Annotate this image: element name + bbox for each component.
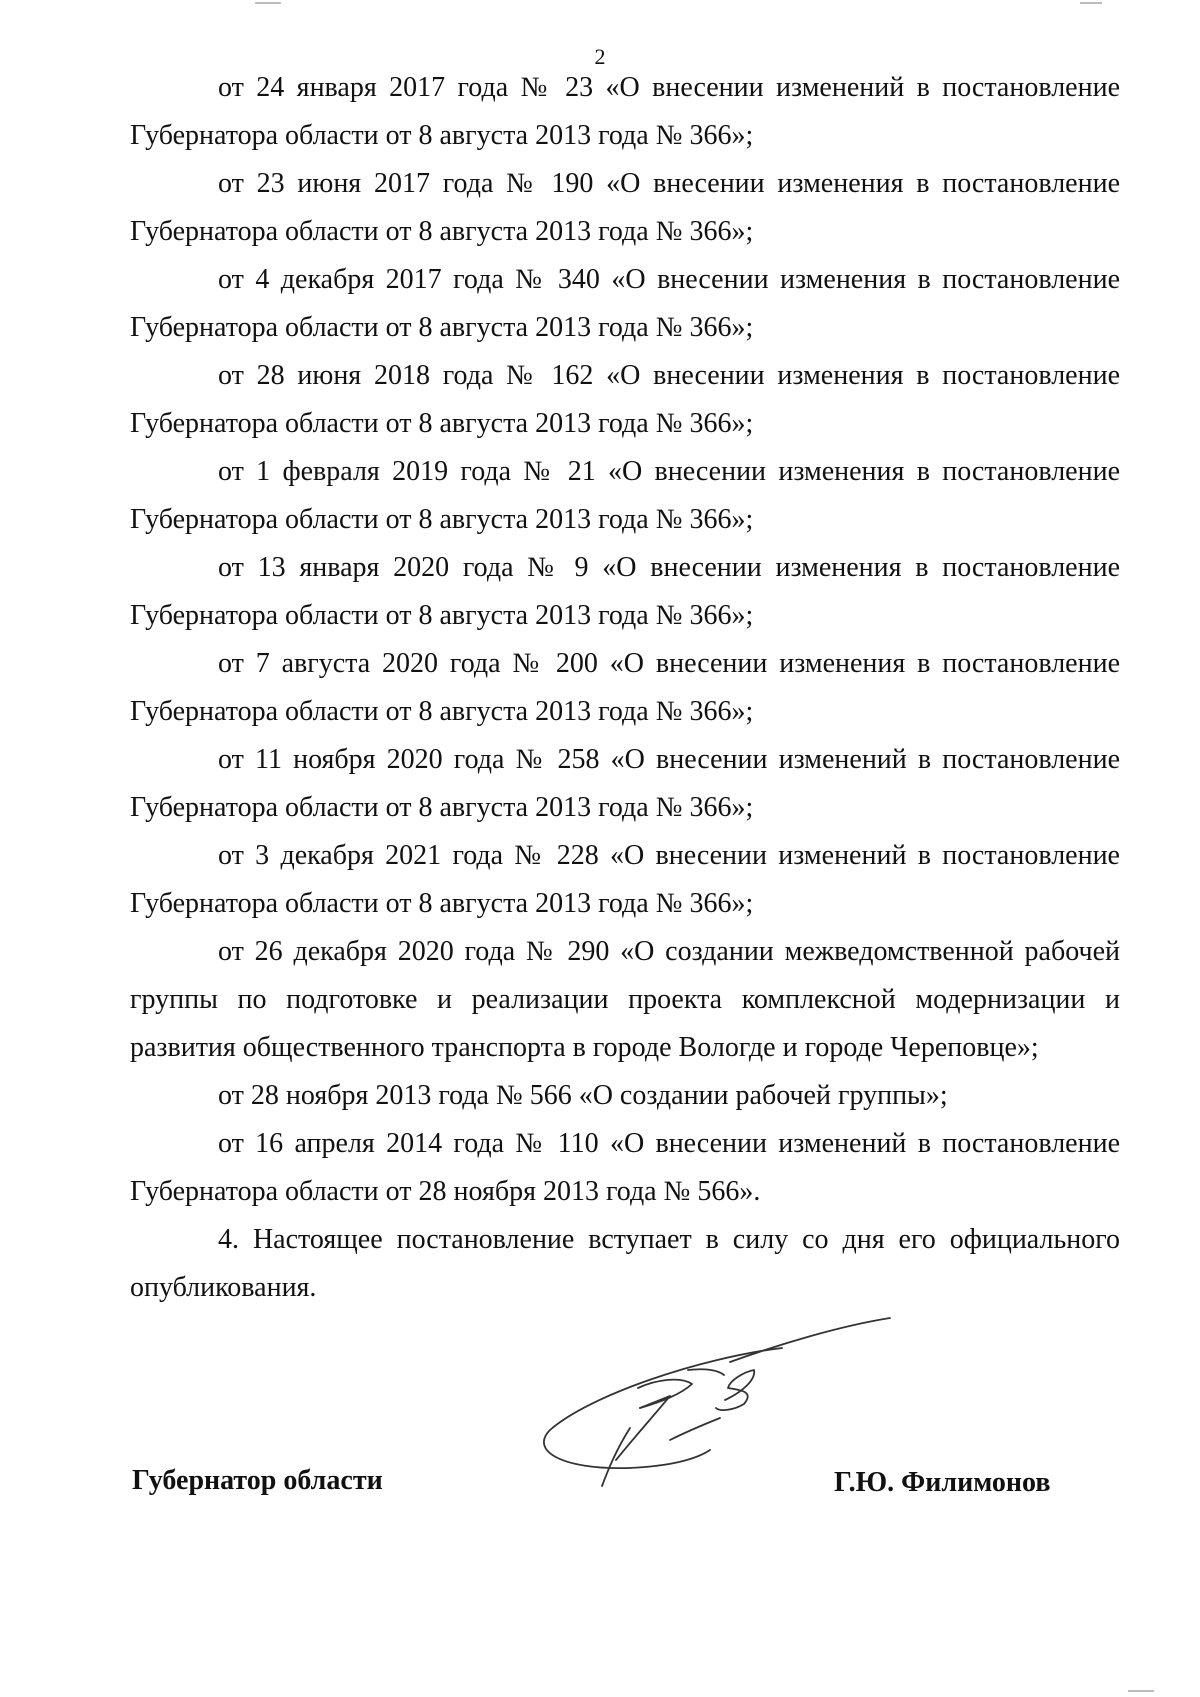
- paragraph: от 4 декабря 2017 года № 340 «О внесении изменения в постановление Губернатора области от 8 августа 2013 года № 366»;: [130, 264, 1120, 343]
- paragraph: от 1 февраля 2019 года № 21 «О внесении изменения в постановление Губернатора области от 8 августа 2013 года № 366»;: [130, 456, 1120, 535]
- paragraph: от 24 января 2017 года № 23 «О внесении изменений в постановление Губернатора области от 8 августа 2013 года № 366»;: [130, 72, 1120, 151]
- paragraph: от 28 ноября 2013 года № 566 «О создании рабочей группы»;: [218, 1080, 948, 1111]
- paragraph: от 16 апреля 2014 года № 110 «О внесении изменений в постановление Губернатора области от 28 ноября 2013 года № 566».: [130, 1128, 1120, 1207]
- page-number: 2: [594, 44, 606, 69]
- paragraph: от 7 августа 2020 года № 200 «О внесении изменения в постановление Губернатора области от 8 августа 2013 года № 366»;: [130, 648, 1120, 727]
- paragraph: от 28 июня 2018 года № 162 «О внесении изменения в постановление Губернатора области от 8 августа 2013 года № 366»;: [130, 360, 1120, 439]
- paragraph: от 11 ноября 2020 года № 258 «О внесении изменений в постановление Губернатора области от 8 августа 2013 года № 366»;: [130, 744, 1120, 823]
- paragraph: от 23 июня 2017 года № 190 «О внесении изменения в постановление Губернатора области от 8 августа 2013 года № 366»;: [130, 168, 1120, 247]
- effective-clause: 4. Настоящее постановление вступает в силу со дня его официального опубликования.: [130, 1224, 1120, 1303]
- signatory-position: Губернатор области: [132, 1465, 383, 1496]
- paragraph: от 26 декабря 2020 года № 290 «О создании межведомственной рабочей группы по подготовке и реализации проекта комплексной модернизации и развития общественного транспорта в городе Вологде и городе Череповце»;: [130, 936, 1120, 1063]
- paragraph: от 13 января 2020 года № 9 «О внесении изменения в постановление Губернатора области от 8 августа 2013 года № 366»;: [130, 552, 1120, 631]
- paragraph: от 3 декабря 2021 года № 228 «О внесении изменений в постановление Губернатора области от 8 августа 2013 года № 366»;: [130, 840, 1120, 919]
- signatory-name: Г.Ю. Филимонов: [834, 1467, 1051, 1498]
